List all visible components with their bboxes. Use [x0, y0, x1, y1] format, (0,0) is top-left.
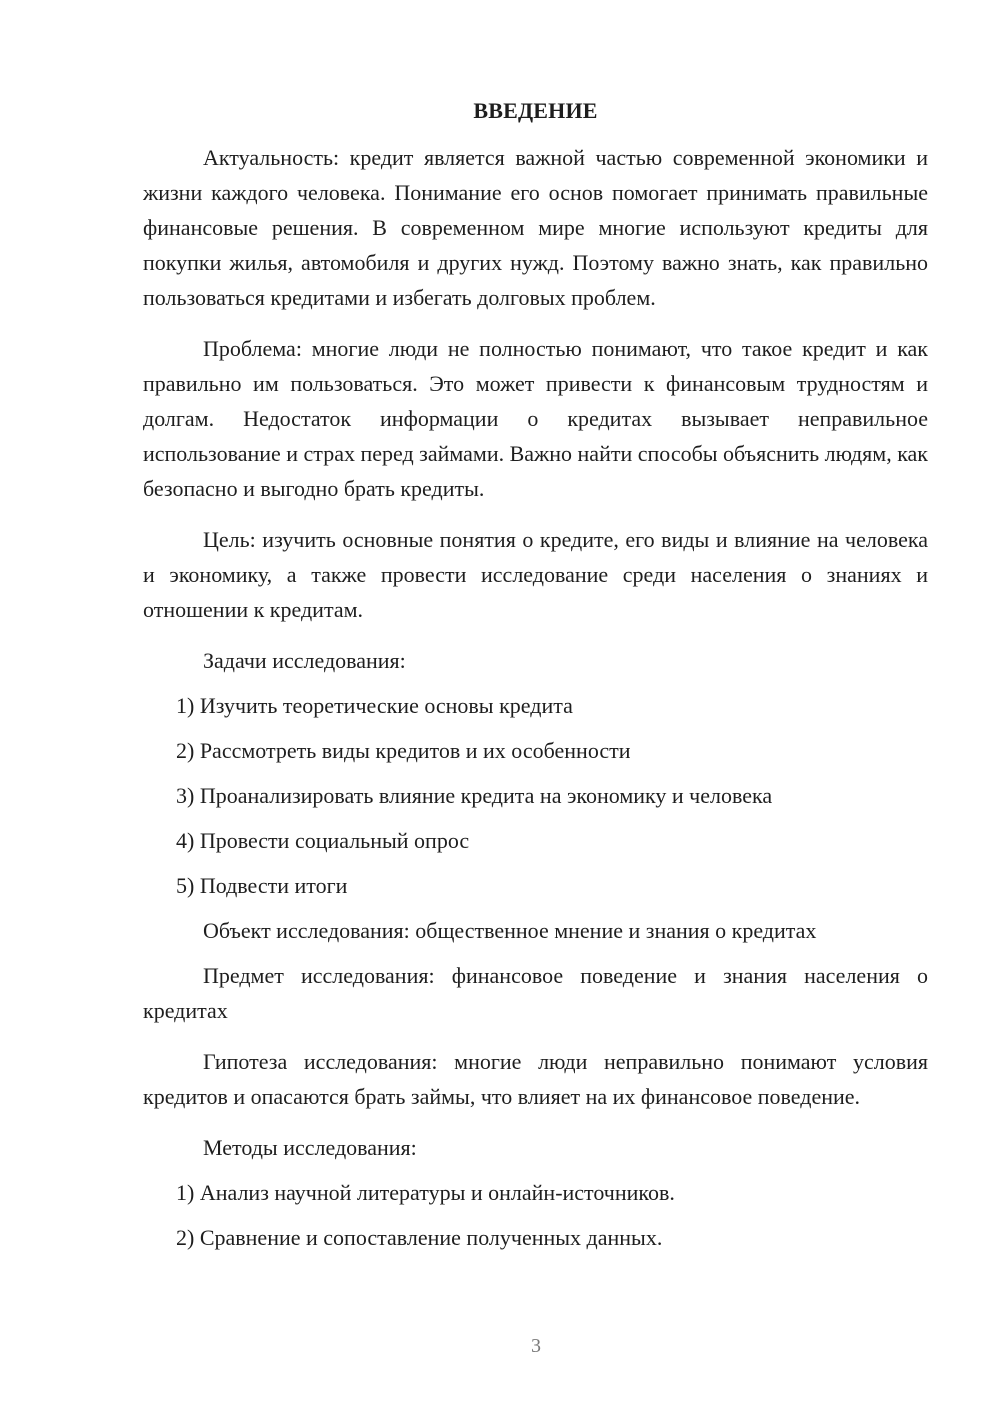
list-item: 4) Провести социальный опрос: [176, 828, 470, 853]
list-item: 2) Рассмотреть виды кредитов и их особенности: [176, 738, 631, 763]
research-subject: Предмет исследования: финансовое поведение и знания населения о кредитах: [143, 963, 928, 1023]
paragraph-problem: Проблема: многие люди не полностью понимают, что такое кредит и как правильно им пользоваться. Это может привести к финансовым трудностям и долгам. Недостаток информации о кредитах вызывает неправильное использование и страх перед займами. Важно найти способы объяснить людям, как безопасно и выгодно брать кредиты.: [143, 336, 928, 501]
research-hypothesis: Гипотеза исследования: многие люди неправильно понимают условия кредитов и опасаются брать займы, что влияет на их финансовое поведение.: [143, 1049, 928, 1109]
paragraph-relevance: Актуальность: кредит является важной частью современной экономики и жизни каждого человека. Понимание его основ помогает принимать правильные финансовые решения. В современном мире многие используют кредиты для покупки жилья, автомобиля и других нужд. Поэтому важно знать, как правильно пользоваться кредитами и избегать долговых проблем.: [143, 145, 928, 310]
list-item: 1) Анализ научной литературы и онлайн-источников.: [176, 1180, 675, 1205]
list-item: 2) Сравнение и сопоставление полученных данных.: [176, 1225, 663, 1250]
list-item: 1) Изучить теоретические основы кредита: [176, 693, 573, 718]
list-item: 3) Проанализировать влияние кредита на экономику и человека: [176, 783, 773, 808]
methods-heading: Методы исследования:: [203, 1135, 417, 1160]
tasks-heading: Задачи исследования:: [203, 648, 406, 673]
section-title: ВВЕДЕНИЕ: [473, 98, 598, 123]
page-number: 3: [531, 1335, 541, 1357]
research-object: Объект исследования: общественное мнение и знания о кредитах: [203, 918, 817, 943]
paragraph-goal: Цель: изучить основные понятия о кредите, его виды и влияние на человека и экономику, а также провести исследование среди населения о знаниях и отношении к кредитам.: [143, 527, 928, 622]
methods-list: [143, 1175, 928, 1255]
page-content: [143, 96, 928, 1265]
tasks-list: [143, 688, 928, 903]
list-item: 5) Подвести итоги: [176, 873, 348, 898]
